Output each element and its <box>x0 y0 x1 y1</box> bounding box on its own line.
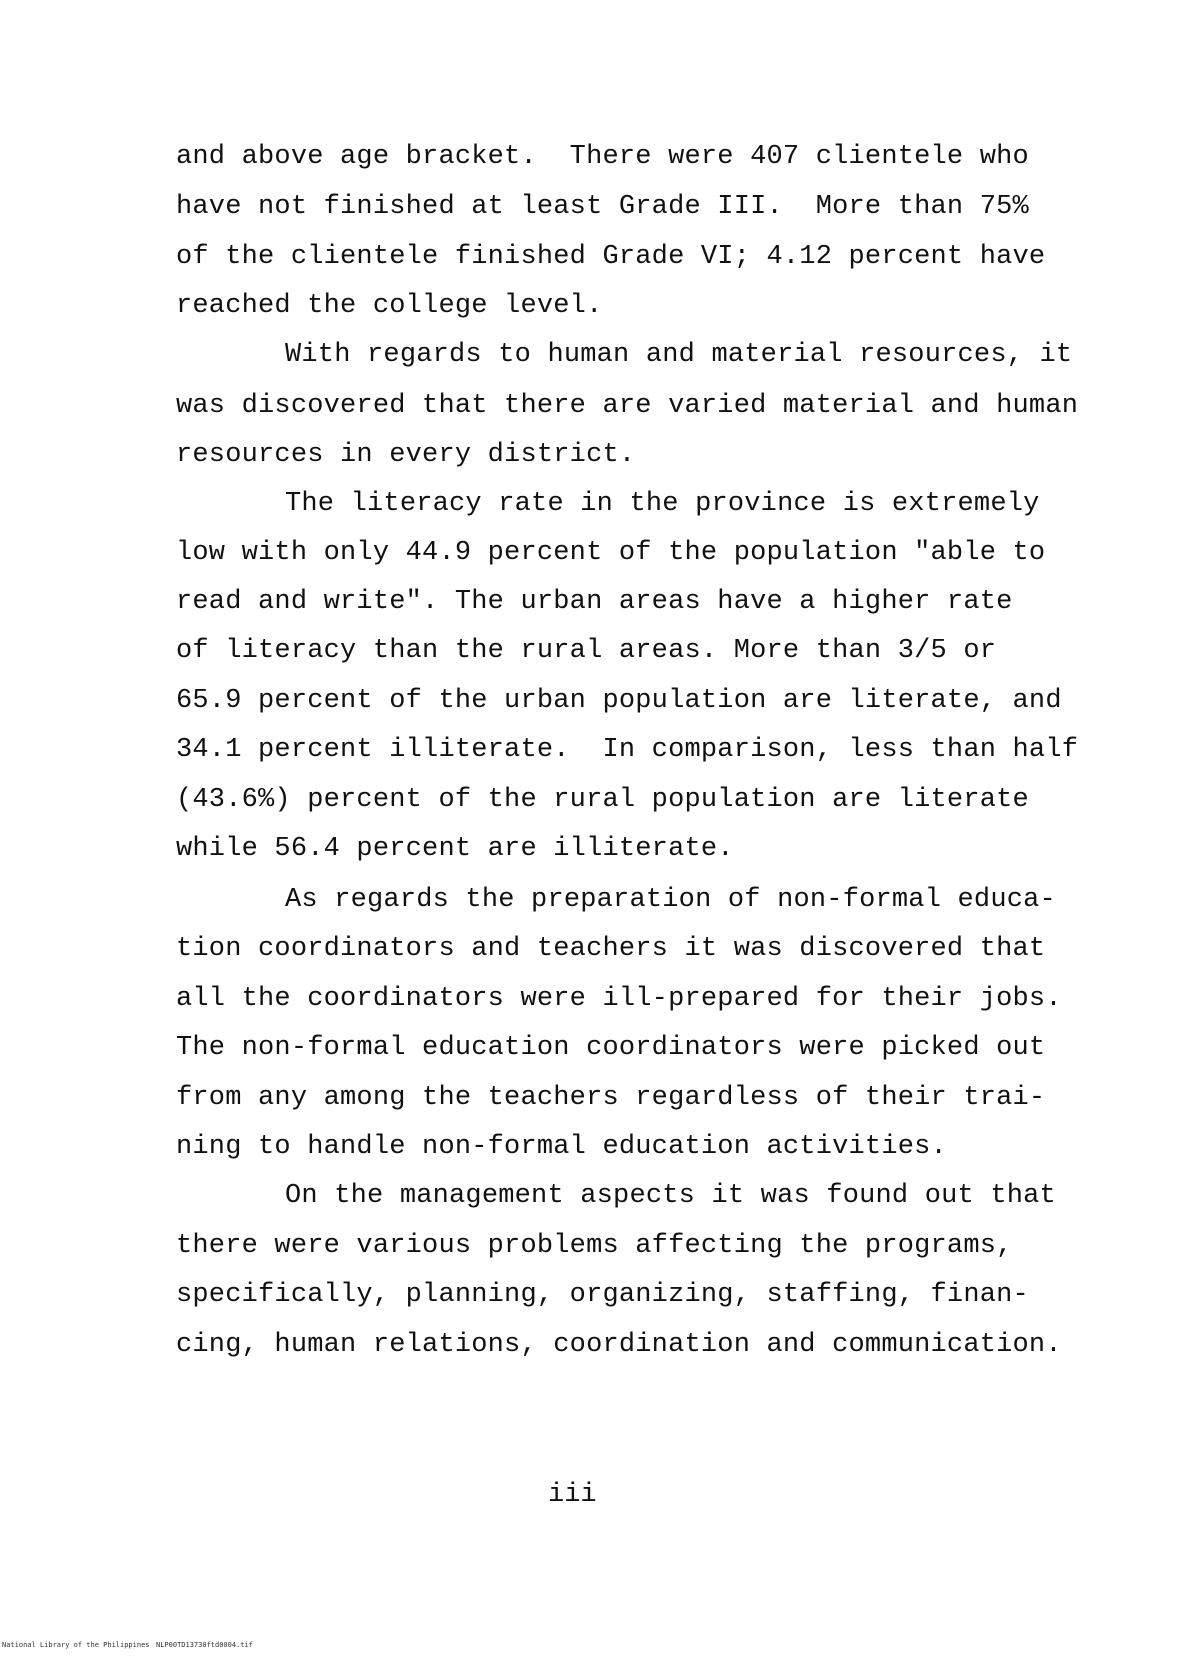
text-line: of literacy than the rural areas. More than 3/5 or <box>176 636 997 666</box>
text-line: while 56.4 percent are illiterate. <box>176 834 734 864</box>
text-line: there were various problems affecting the programs, <box>176 1231 1013 1261</box>
text-line: and above age bracket. There were 407 clientele who <box>176 142 1029 172</box>
text-line: of the clientele finished Grade VI; 4.12 percent have <box>176 242 1046 272</box>
footer-library-label: National Library of the Philippines <box>2 1641 150 1649</box>
text-line: With regards to human and material resources, it <box>285 340 1073 370</box>
text-line: On the management aspects it was found out that <box>285 1181 1056 1211</box>
text-line: ning to handle non-formal education activities. <box>176 1132 947 1162</box>
text-line: from any among the teachers regardless of their trai- <box>176 1083 1046 1113</box>
text-line: (43.6%) percent of the rural population are literate <box>176 785 1029 815</box>
text-line: was discovered that there are varied material and human <box>176 391 1079 421</box>
text-line: specifically, planning, organizing, staffing, finan- <box>176 1280 1029 1310</box>
text-line: As regards the preparation of non-formal educa- <box>285 885 1056 915</box>
text-line: cing, human relations, coordination and communication. <box>176 1330 1062 1360</box>
text-line: low with only 44.9 percent of the population "able to <box>176 538 1046 568</box>
text-line: have not finished at least Grade III. More than 75% <box>176 192 1029 222</box>
text-line: reached the college level. <box>176 291 603 321</box>
text-line: tion coordinators and teachers it was discovered that <box>176 934 1046 964</box>
footer-file-label: NLP00TD13730ftd0004.tif <box>156 1641 253 1649</box>
text-line: The non-formal education coordinators were picked out <box>176 1033 1046 1063</box>
page-number: iii <box>548 1480 597 1510</box>
text-line: read and write". The urban areas have a higher rate <box>176 587 1013 617</box>
text-line: The literacy rate in the province is extremely <box>285 489 1040 519</box>
text-line: 34.1 percent illiterate. In comparison, less than half <box>176 735 1079 765</box>
text-line: all the coordinators were ill-prepared for their jobs. <box>176 984 1062 1014</box>
text-line: 65.9 percent of the urban population are literate, and <box>176 686 1062 716</box>
text-line: resources in every district. <box>176 440 636 470</box>
